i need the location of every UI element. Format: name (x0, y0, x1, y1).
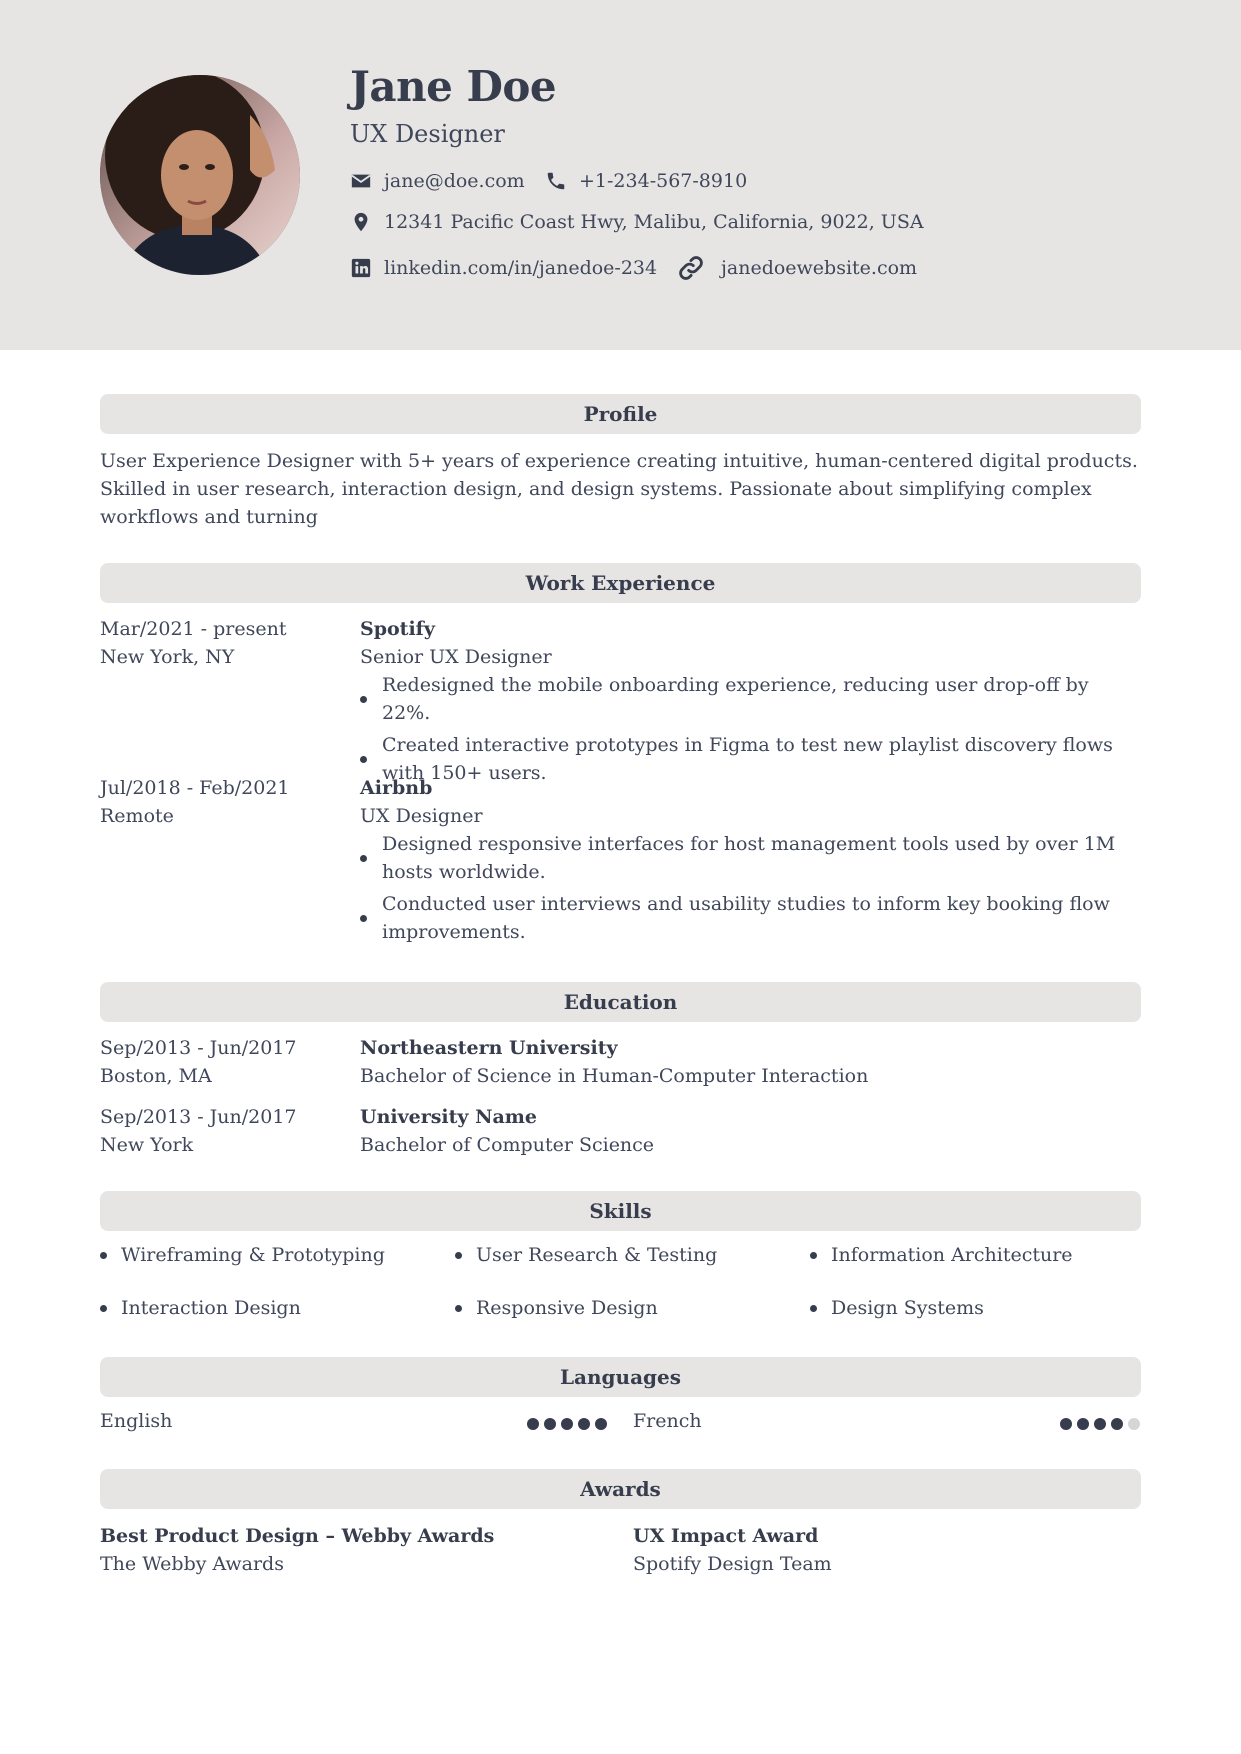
job-location: New York, NY (100, 646, 235, 668)
section-header-languages: Languages (100, 1357, 1141, 1397)
section-header-profile: Profile (100, 394, 1141, 434)
skill-label: Responsive Design (476, 1297, 658, 1319)
education-1-meta (100, 1034, 297, 1090)
address-text: 12341 Pacific Coast Hwy, Malibu, California, 9022, USA (384, 211, 924, 233)
contact-phone[interactable] (545, 170, 747, 192)
language-level-dots (527, 1418, 607, 1430)
candidate-title: UX Designer (350, 120, 505, 148)
job-bullet: Redesigned the mobile onboarding experience, reducing user drop-off by 22%. (360, 671, 1141, 727)
skill-label: Design Systems (831, 1297, 984, 1319)
education-degree: Bachelor of Science in Human-Computer Interaction (360, 1065, 869, 1087)
email-text: jane@doe.com (384, 170, 525, 192)
award-1 (100, 1522, 494, 1578)
bullet-dot (810, 1252, 817, 1259)
education-school: University Name (360, 1106, 537, 1128)
award-issuer: Spotify Design Team (633, 1553, 832, 1575)
education-2-meta (100, 1103, 297, 1159)
job-bullet: Designed responsive interfaces for host management tools used by over 1M hosts worldwide. (360, 830, 1141, 886)
profile-summary: User Experience Designer with 5+ years of experience creating intuitive, human-centered digital products. Skilled in user research, interaction design, and design systems. Passionate about simplifying complex workflows and turning (100, 450, 1138, 528)
job-company: Airbnb (360, 777, 433, 799)
profile-photo-image (100, 75, 300, 275)
phone-text: +1-234-567-8910 (579, 170, 748, 192)
job-company: Spotify (360, 618, 435, 640)
job-bullet: Created interactive prototypes in Figma to test new playlist discovery flows with 150+ users. (360, 731, 1141, 787)
job-1-meta (100, 615, 286, 671)
bullet-dot (455, 1305, 462, 1312)
education-dates: Sep/2013 - Jun/2017 (100, 1106, 297, 1128)
skill-item (810, 1297, 984, 1319)
skill-item (100, 1244, 385, 1266)
contact-website[interactable] (677, 254, 917, 282)
education-1-details (360, 1034, 1141, 1090)
skill-label: Interaction Design (121, 1297, 301, 1319)
level-dot-empty (1128, 1418, 1140, 1430)
section-header-education: Education (100, 982, 1141, 1022)
language-name: French (633, 1410, 702, 1432)
skill-item (455, 1244, 717, 1266)
link-icon (677, 254, 705, 282)
envelope-icon (350, 170, 372, 192)
level-dot-filled (544, 1418, 556, 1430)
job-role: Senior UX Designer (360, 646, 552, 668)
job-location: Remote (100, 805, 174, 827)
award-issuer: The Webby Awards (100, 1553, 284, 1575)
language-level-dots (1060, 1418, 1140, 1430)
skill-item (810, 1244, 1073, 1266)
job-2-details (360, 774, 1141, 946)
level-dot-filled (1060, 1418, 1072, 1430)
job-dates: Jul/2018 - Feb/2021 (100, 777, 290, 799)
phone-icon (545, 170, 567, 192)
bullet-dot (100, 1252, 107, 1259)
linkedin-text: linkedin.com/in/janedoe-234 (384, 257, 658, 279)
job-role: UX Designer (360, 805, 483, 827)
level-dot-filled (561, 1418, 573, 1430)
skill-item (100, 1297, 301, 1319)
award-name: Best Product Design – Webby Awards (100, 1525, 495, 1547)
header-band (0, 0, 1241, 350)
contact-address (350, 211, 924, 233)
map-pin-icon (350, 211, 372, 233)
contact-email[interactable] (350, 170, 525, 192)
level-dot-filled (595, 1418, 607, 1430)
job-bullet: Conducted user interviews and usability studies to inform key booking flow improvements. (360, 890, 1141, 946)
job-dates: Mar/2021 - present (100, 618, 287, 640)
job-2-meta (100, 774, 290, 830)
bullet-dot (100, 1305, 107, 1312)
job-bullets (360, 830, 1141, 946)
education-school: Northeastern University (360, 1037, 618, 1059)
contact-linkedin[interactable] (350, 257, 657, 279)
award-name: UX Impact Award (633, 1525, 819, 1547)
skill-label: Information Architecture (831, 1244, 1073, 1266)
education-location: New York (100, 1134, 194, 1156)
bullet-dot (810, 1305, 817, 1312)
job-1-details (360, 615, 1141, 787)
section-header-awards: Awards (100, 1469, 1141, 1509)
education-location: Boston, MA (100, 1065, 212, 1087)
skill-item (455, 1297, 658, 1319)
level-dot-filled (578, 1418, 590, 1430)
bullet-dot (455, 1252, 462, 1259)
skill-label: Wireframing & Prototyping (121, 1244, 385, 1266)
level-dot-filled (1094, 1418, 1106, 1430)
education-degree: Bachelor of Computer Science (360, 1134, 655, 1156)
linkedin-icon (350, 257, 372, 279)
job-bullets (360, 671, 1141, 787)
website-text: janedoewebsite.com (721, 257, 918, 279)
section-header-work-experience: Work Experience (100, 563, 1141, 603)
section-header-skills: Skills (100, 1191, 1141, 1231)
candidate-name: Jane Doe (350, 62, 557, 111)
level-dot-filled (1077, 1418, 1089, 1430)
skill-label: User Research & Testing (476, 1244, 718, 1266)
award-2 (633, 1522, 832, 1578)
education-2-details (360, 1103, 1141, 1159)
profile-photo (100, 75, 300, 275)
language-name: English (100, 1410, 173, 1432)
level-dot-filled (527, 1418, 539, 1430)
education-dates: Sep/2013 - Jun/2017 (100, 1037, 297, 1059)
level-dot-filled (1111, 1418, 1123, 1430)
